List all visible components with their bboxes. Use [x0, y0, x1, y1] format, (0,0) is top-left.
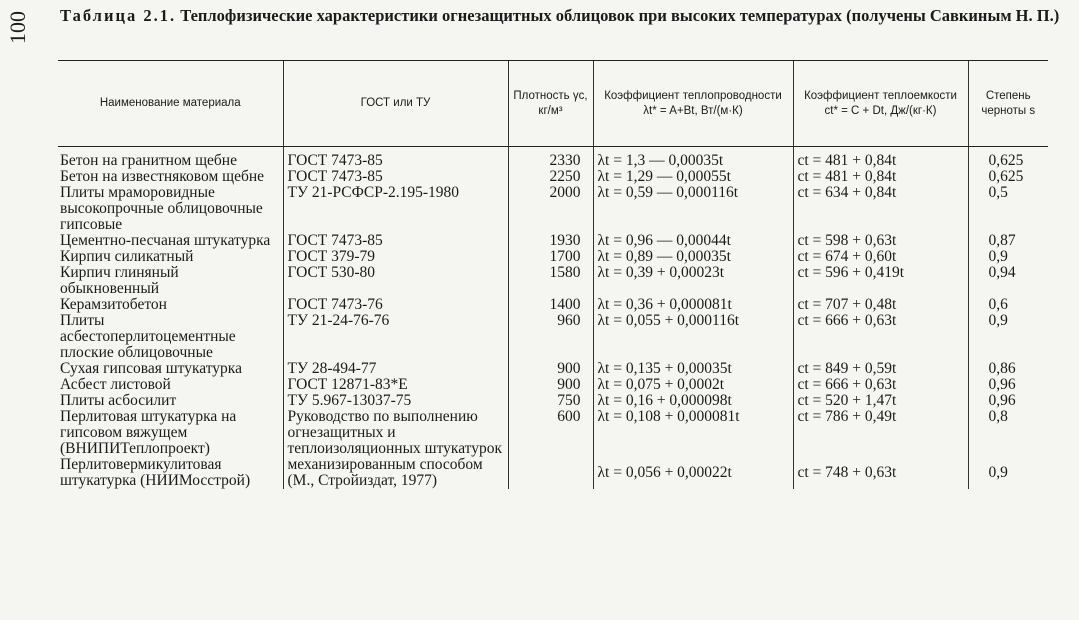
cell-heat-capacity: ct = 481 + 0,84t [793, 169, 968, 185]
cell-emissivity: 0,625 [968, 147, 1048, 170]
cell-conductivity: λt = 0,96 — 0,00044t [593, 233, 793, 249]
cell-heat-capacity: ct = 707 + 0,48t [793, 297, 968, 313]
col-header-emissivity: Степень черноты s [968, 61, 1048, 147]
cell-density: 750 [508, 393, 593, 409]
cell-density: 2000 [508, 185, 593, 233]
cell-conductivity: λt = 0,89 — 0,00035t [593, 249, 793, 265]
cell-material: Цементно-песчаная штукатурка [60, 232, 271, 249]
table-row [58, 377, 1048, 393]
cell-material: Кирпич глиняный обыкновенный [60, 264, 179, 297]
cell-emissivity: 0,9 [968, 457, 1048, 489]
col-header-material: Наименование материала [58, 61, 283, 147]
cell-conductivity: λt = 1,29 — 0,00055t [593, 169, 793, 185]
cell-emissivity: 0,6 [968, 297, 1048, 313]
cell-material: Перлитовая штукатурка на гипсовом вяжущем (ВНИПИТеплопроект) [60, 408, 237, 457]
cell-density: 900 [508, 377, 593, 393]
cell-conductivity: λt = 0,39 + 0,00023t [593, 265, 793, 297]
col-header-heat-capacity: Коэффициент теплоемкости ct* = C + Dt, Дж/(кг·К) [793, 61, 968, 147]
cell-material: Бетон на известняковом щебне [60, 168, 265, 185]
cell-standard: ТУ 28-494-77 [283, 361, 508, 377]
table-row [58, 393, 1048, 409]
cell-emissivity: 0,625 [968, 169, 1048, 185]
col-header-conductivity: Коэффициент теплопроводности λt* = A+Bt, Вт/(м·К) [593, 61, 793, 147]
cell-density: 2250 [508, 169, 593, 185]
page-number: 100 [5, 11, 30, 45]
cell-heat-capacity: ct = 786 + 0,49t [793, 409, 968, 457]
cell-standard: ГОСТ 530-80 [283, 265, 508, 297]
table-header-row [58, 61, 1048, 147]
cell-standard: ТУ 5.967-13037-75 [283, 393, 508, 409]
cell-conductivity: λt = 0,135 + 0,00035t [593, 361, 793, 377]
cell-conductivity: λt = 0,16 + 0,000098t [593, 393, 793, 409]
cell-standard: ТУ 21-24-76-76 [283, 313, 508, 361]
table-row [58, 185, 1048, 233]
table-row [58, 457, 1048, 489]
cell-standard: ГОСТ 7473-85 [283, 233, 508, 249]
cell-conductivity: λt = 0,59 — 0,000116t [593, 185, 793, 233]
cell-standard: ГОСТ 7473-85 [283, 169, 508, 185]
cell-emissivity: 0,8 [968, 409, 1048, 457]
cell-emissivity: 0,96 [968, 393, 1048, 409]
properties-table [58, 60, 1048, 489]
cell-heat-capacity: ct = 481 + 0,84t [793, 147, 968, 170]
table-row [58, 409, 1048, 457]
cell-standard: ТУ 21-РСФСР-2.195-1980 [283, 185, 508, 233]
cell-heat-capacity: ct = 596 + 0,419t [793, 265, 968, 297]
cell-material: Керамзитобетон [60, 296, 167, 313]
cell-material: Кирпич силикатный [60, 248, 194, 265]
cell-density: 900 [508, 361, 593, 377]
col-header-density: Плотность γc, кг/м³ [508, 61, 593, 147]
cell-material: Сухая гипсовая штукатурка [60, 360, 242, 377]
col-header-standard: ГОСТ или ТУ [283, 61, 508, 147]
table-label: Таблица 2.1. [60, 6, 177, 25]
cell-emissivity: 0,86 [968, 361, 1048, 377]
cell-density: 1400 [508, 297, 593, 313]
cell-conductivity: λt = 0,36 + 0,000081t [593, 297, 793, 313]
cell-density: 1930 [508, 233, 593, 249]
table-row [58, 233, 1048, 249]
cell-density [508, 457, 593, 489]
cell-density: 1580 [508, 265, 593, 297]
cell-material: Асбест листовой [60, 376, 171, 393]
table-row [58, 147, 1048, 170]
cell-heat-capacity: ct = 849 + 0,59t [793, 361, 968, 377]
cell-conductivity: λt = 0,056 + 0,00022t [593, 457, 793, 489]
cell-material: Плиты асбосилит [60, 392, 177, 409]
cell-emissivity: 0,9 [968, 313, 1048, 361]
cell-material: Перлитовермикулитовая штукатурка (НИИМосстрой) [60, 456, 251, 489]
cell-emissivity: 0,96 [968, 377, 1048, 393]
cell-density: 1700 [508, 249, 593, 265]
cell-material: Плиты мраморовидные высокопрочные облицовочные гипсовые [60, 184, 263, 233]
cell-conductivity: λt = 0,055 + 0,000116t [593, 313, 793, 361]
cell-heat-capacity: ct = 520 + 1,47t [793, 393, 968, 409]
cell-emissivity: 0,94 [968, 265, 1048, 297]
table-row [58, 265, 1048, 297]
cell-emissivity: 0,9 [968, 249, 1048, 265]
cell-heat-capacity: ct = 666 + 0,63t [793, 313, 968, 361]
cell-density: 2330 [508, 147, 593, 170]
cell-emissivity: 0,5 [968, 185, 1048, 233]
cell-heat-capacity: ct = 666 + 0,63t [793, 377, 968, 393]
cell-heat-capacity: ct = 634 + 0,84t [793, 185, 968, 233]
cell-standard: Руководство по выполнению огнезащитных и теплоизоляционных штукатурок механизированным способом (М., Стройиздат, 1977) [283, 409, 508, 489]
cell-standard: ГОСТ 7473-76 [283, 297, 508, 313]
cell-conductivity: λt = 1,3 — 0,00035t [593, 147, 793, 170]
cell-heat-capacity: ct = 598 + 0,63t [793, 233, 968, 249]
table-row [58, 313, 1048, 361]
cell-material: Плиты асбестоперлитоцементные плоские облицовочные [60, 312, 236, 361]
table-row [58, 361, 1048, 377]
cell-conductivity: λt = 0,075 + 0,0002t [593, 377, 793, 393]
cell-density: 600 [508, 409, 593, 457]
cell-standard: ГОСТ 379-79 [283, 249, 508, 265]
table-title: Теплофизические характеристики огнезащитных облицовок при высоких температурах (получены Савкиным Н. П.) [180, 6, 1060, 25]
cell-emissivity: 0,87 [968, 233, 1048, 249]
table-row [58, 249, 1048, 265]
cell-standard: ГОСТ 7473-85 [283, 147, 508, 170]
table-row [58, 297, 1048, 313]
cell-material: Бетон на гранитном щебне [60, 152, 237, 169]
table-row [58, 169, 1048, 185]
cell-conductivity: λt = 0,108 + 0,000081t [593, 409, 793, 457]
cell-heat-capacity: ct = 748 + 0,63t [793, 457, 968, 489]
cell-heat-capacity: ct = 674 + 0,60t [793, 249, 968, 265]
cell-density: 960 [508, 313, 593, 361]
table-caption [60, 6, 1060, 26]
cell-standard: ГОСТ 12871-83*Е [283, 377, 508, 393]
